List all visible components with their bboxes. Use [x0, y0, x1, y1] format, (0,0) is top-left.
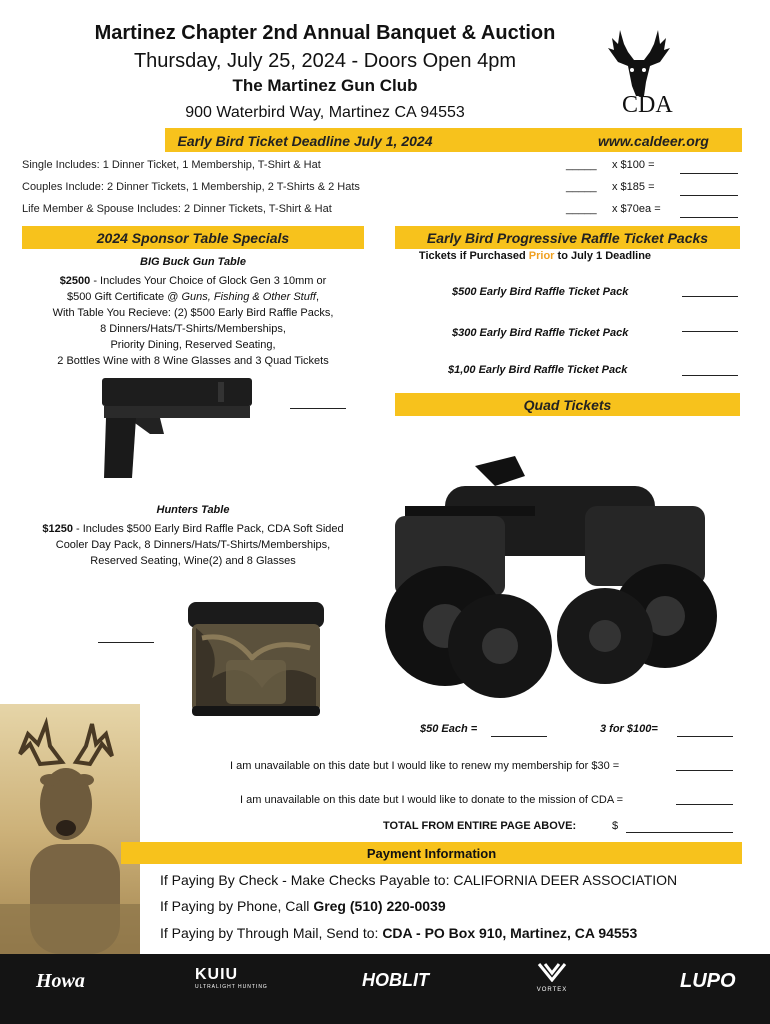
raffle-pack-100: $1,00 Early Bird Raffle Ticket Pack: [448, 364, 628, 376]
kuiu-logo-text: KUIU: [195, 966, 239, 983]
quad-header: Quad Tickets: [523, 397, 612, 413]
big-buck-line-1-text: - Includes Your Choice of Glock Gen 3 10mm or: [90, 275, 327, 287]
renew-membership-text: I am unavailable on this date but I would like to renew my membership for $30 =: [230, 760, 620, 772]
hunters-line-1: [22, 521, 364, 537]
raffle-subtitle-before: Tickets if Purchased: [418, 250, 529, 262]
total-label: TOTAL FROM ENTIRE PAGE ABOVE:: [383, 820, 577, 832]
event-venue: The Martinez Gun Club: [232, 76, 418, 95]
hunters-entry-field[interactable]: [98, 642, 154, 643]
ticket-couples-qty[interactable]: _____: [566, 181, 597, 193]
big-buck-description: [22, 273, 364, 369]
payment-phone: [160, 898, 446, 914]
ticket-single-total-field[interactable]: [680, 173, 738, 174]
big-buck-entry-field[interactable]: [290, 408, 346, 409]
ticket-single-label: Single Includes: 1 Dinner Ticket, 1 Membership, T-Shirt & Hat: [22, 159, 321, 171]
quad-three-label: 3 for $100=: [600, 723, 658, 735]
total-field[interactable]: [626, 832, 733, 833]
vortex-logo: [530, 962, 574, 993]
vortex-logo-text: VORTEX: [536, 987, 568, 993]
payment-phone-number[interactable]: Greg (510) 220-0039: [313, 898, 446, 914]
donate-text: I am unavailable on this date but I would like to donate to the mission of CDA =: [240, 794, 624, 806]
raffle-pack-500-field[interactable]: [682, 296, 738, 297]
hunters-description: [22, 521, 364, 569]
event-address: 900 Waterbird Way, Martinez CA 94553: [185, 104, 465, 121]
raffle-pack-100-field[interactable]: [682, 375, 738, 376]
atv-image: [375, 446, 721, 712]
payment-mail-address: CDA - PO Box 910, Martinez, CA 94553: [382, 925, 638, 941]
kuiu-logo: [195, 966, 268, 990]
big-buck-title: BIG Buck Gun Table: [140, 256, 246, 268]
howa-logo: Howa: [36, 970, 85, 992]
hunters-line-2: Cooler Day Pack, 8 Dinners/Hats/T-Shirts/Memberships,: [55, 539, 331, 551]
big-buck-price: $2500: [59, 275, 91, 287]
cooler-bag-image: [182, 588, 330, 724]
deer-head-logo-icon: [598, 22, 678, 102]
raffle-subtitle: [395, 250, 675, 262]
early-bird-deadline: Early Bird Ticket Deadline July 1, 2024: [177, 133, 433, 149]
big-buck-line-2b: Guns, Fishing & Other Stuff: [181, 291, 316, 303]
hunters-line-1-text: - Includes $500 Early Bird Raffle Pack, CDA Soft Sided: [72, 523, 344, 535]
lupo-logo: LUPO: [680, 970, 736, 992]
ticket-life-qty[interactable]: _____: [566, 203, 597, 215]
quad-each-label: $50 Each =: [420, 723, 478, 735]
vortex-icon: [537, 962, 567, 982]
hunters-title: Hunters Table: [156, 504, 230, 516]
ticket-life-label: Life Member & Spouse Includes: 2 Dinner Tickets, T-Shirt & Hat: [22, 203, 332, 215]
big-buck-line-2: [22, 289, 364, 305]
quad-three-field[interactable]: [677, 736, 733, 737]
big-buck-line-2c: ,: [315, 291, 320, 303]
hoblit-logo: HOBLIT: [362, 970, 429, 990]
mule-deer-photo: [0, 704, 140, 954]
payment-check: If Paying By Check - Make Checks Payable to: CALIFORNIA DEER ASSOCIATION: [160, 872, 678, 888]
raffle-pack-300-field[interactable]: [682, 331, 738, 332]
website-link[interactable]: www.caldeer.org: [598, 133, 709, 149]
sponsor-header: 2024 Sponsor Table Specials: [96, 230, 290, 246]
raffle-subtitle-after: to July 1 Deadline: [554, 250, 652, 262]
big-buck-line-5: Priority Dining, Reserved Seating,: [110, 339, 276, 351]
quad-each-field[interactable]: [491, 736, 547, 737]
big-buck-line-6: 2 Bottles Wine with 8 Wine Glasses and 3 Quad Tickets: [57, 355, 329, 367]
renew-membership-field[interactable]: [676, 770, 733, 771]
payment-mail-prefix: If Paying by Through Mail, Send to:: [160, 925, 383, 941]
total-currency: $: [612, 820, 619, 832]
event-title: Martinez Chapter 2nd Annual Banquet & Auction: [94, 22, 556, 44]
hunters-line-3: Reserved Seating, Wine(2) and 8 Glasses: [90, 555, 296, 567]
ticket-life-total-field[interactable]: [680, 217, 738, 218]
ticket-couples-price: x $185 =: [612, 181, 655, 193]
donate-field[interactable]: [676, 804, 733, 805]
hunters-price: $1250: [42, 523, 73, 535]
raffle-header: Early Bird Progressive Raffle Ticket Packs: [426, 230, 709, 246]
payment-phone-prefix: If Paying by Phone, Call: [160, 898, 314, 914]
ticket-life-price: x $70ea =: [612, 203, 661, 215]
raffle-pack-300: $300 Early Bird Raffle Ticket Pack: [452, 327, 629, 339]
handgun-image: [98, 374, 258, 480]
big-buck-line-1: [22, 273, 364, 289]
ticket-single-price: x $100 =: [612, 159, 655, 171]
payment-mail: [160, 925, 637, 941]
raffle-subtitle-highlight: Prior: [528, 250, 555, 262]
big-buck-line-3: With Table You Recieve: (2) $500 Early Bird Raffle Packs,: [52, 307, 334, 319]
cda-logo-text: CDA: [622, 92, 673, 118]
kuiu-logo-sub: ULTRALIGHT HUNTING: [195, 984, 268, 990]
event-date: Thursday, July 25, 2024 - Doors Open 4pm: [133, 50, 517, 72]
ticket-couples-label: Couples Include: 2 Dinner Tickets, 1 Membership, 2 T-Shirts & 2 Hats: [22, 181, 360, 193]
raffle-pack-500: $500 Early Bird Raffle Ticket Pack: [452, 286, 629, 298]
ticket-single-qty[interactable]: _____: [566, 159, 597, 171]
cda-logo: [598, 22, 678, 122]
big-buck-line-2a: $500 Gift Certificate @: [66, 291, 182, 303]
big-buck-line-4: 8 Dinners/Hats/T-Shirts/Memberships,: [100, 323, 286, 335]
ticket-couples-total-field[interactable]: [680, 195, 738, 196]
payment-header: Payment Information: [366, 846, 497, 861]
